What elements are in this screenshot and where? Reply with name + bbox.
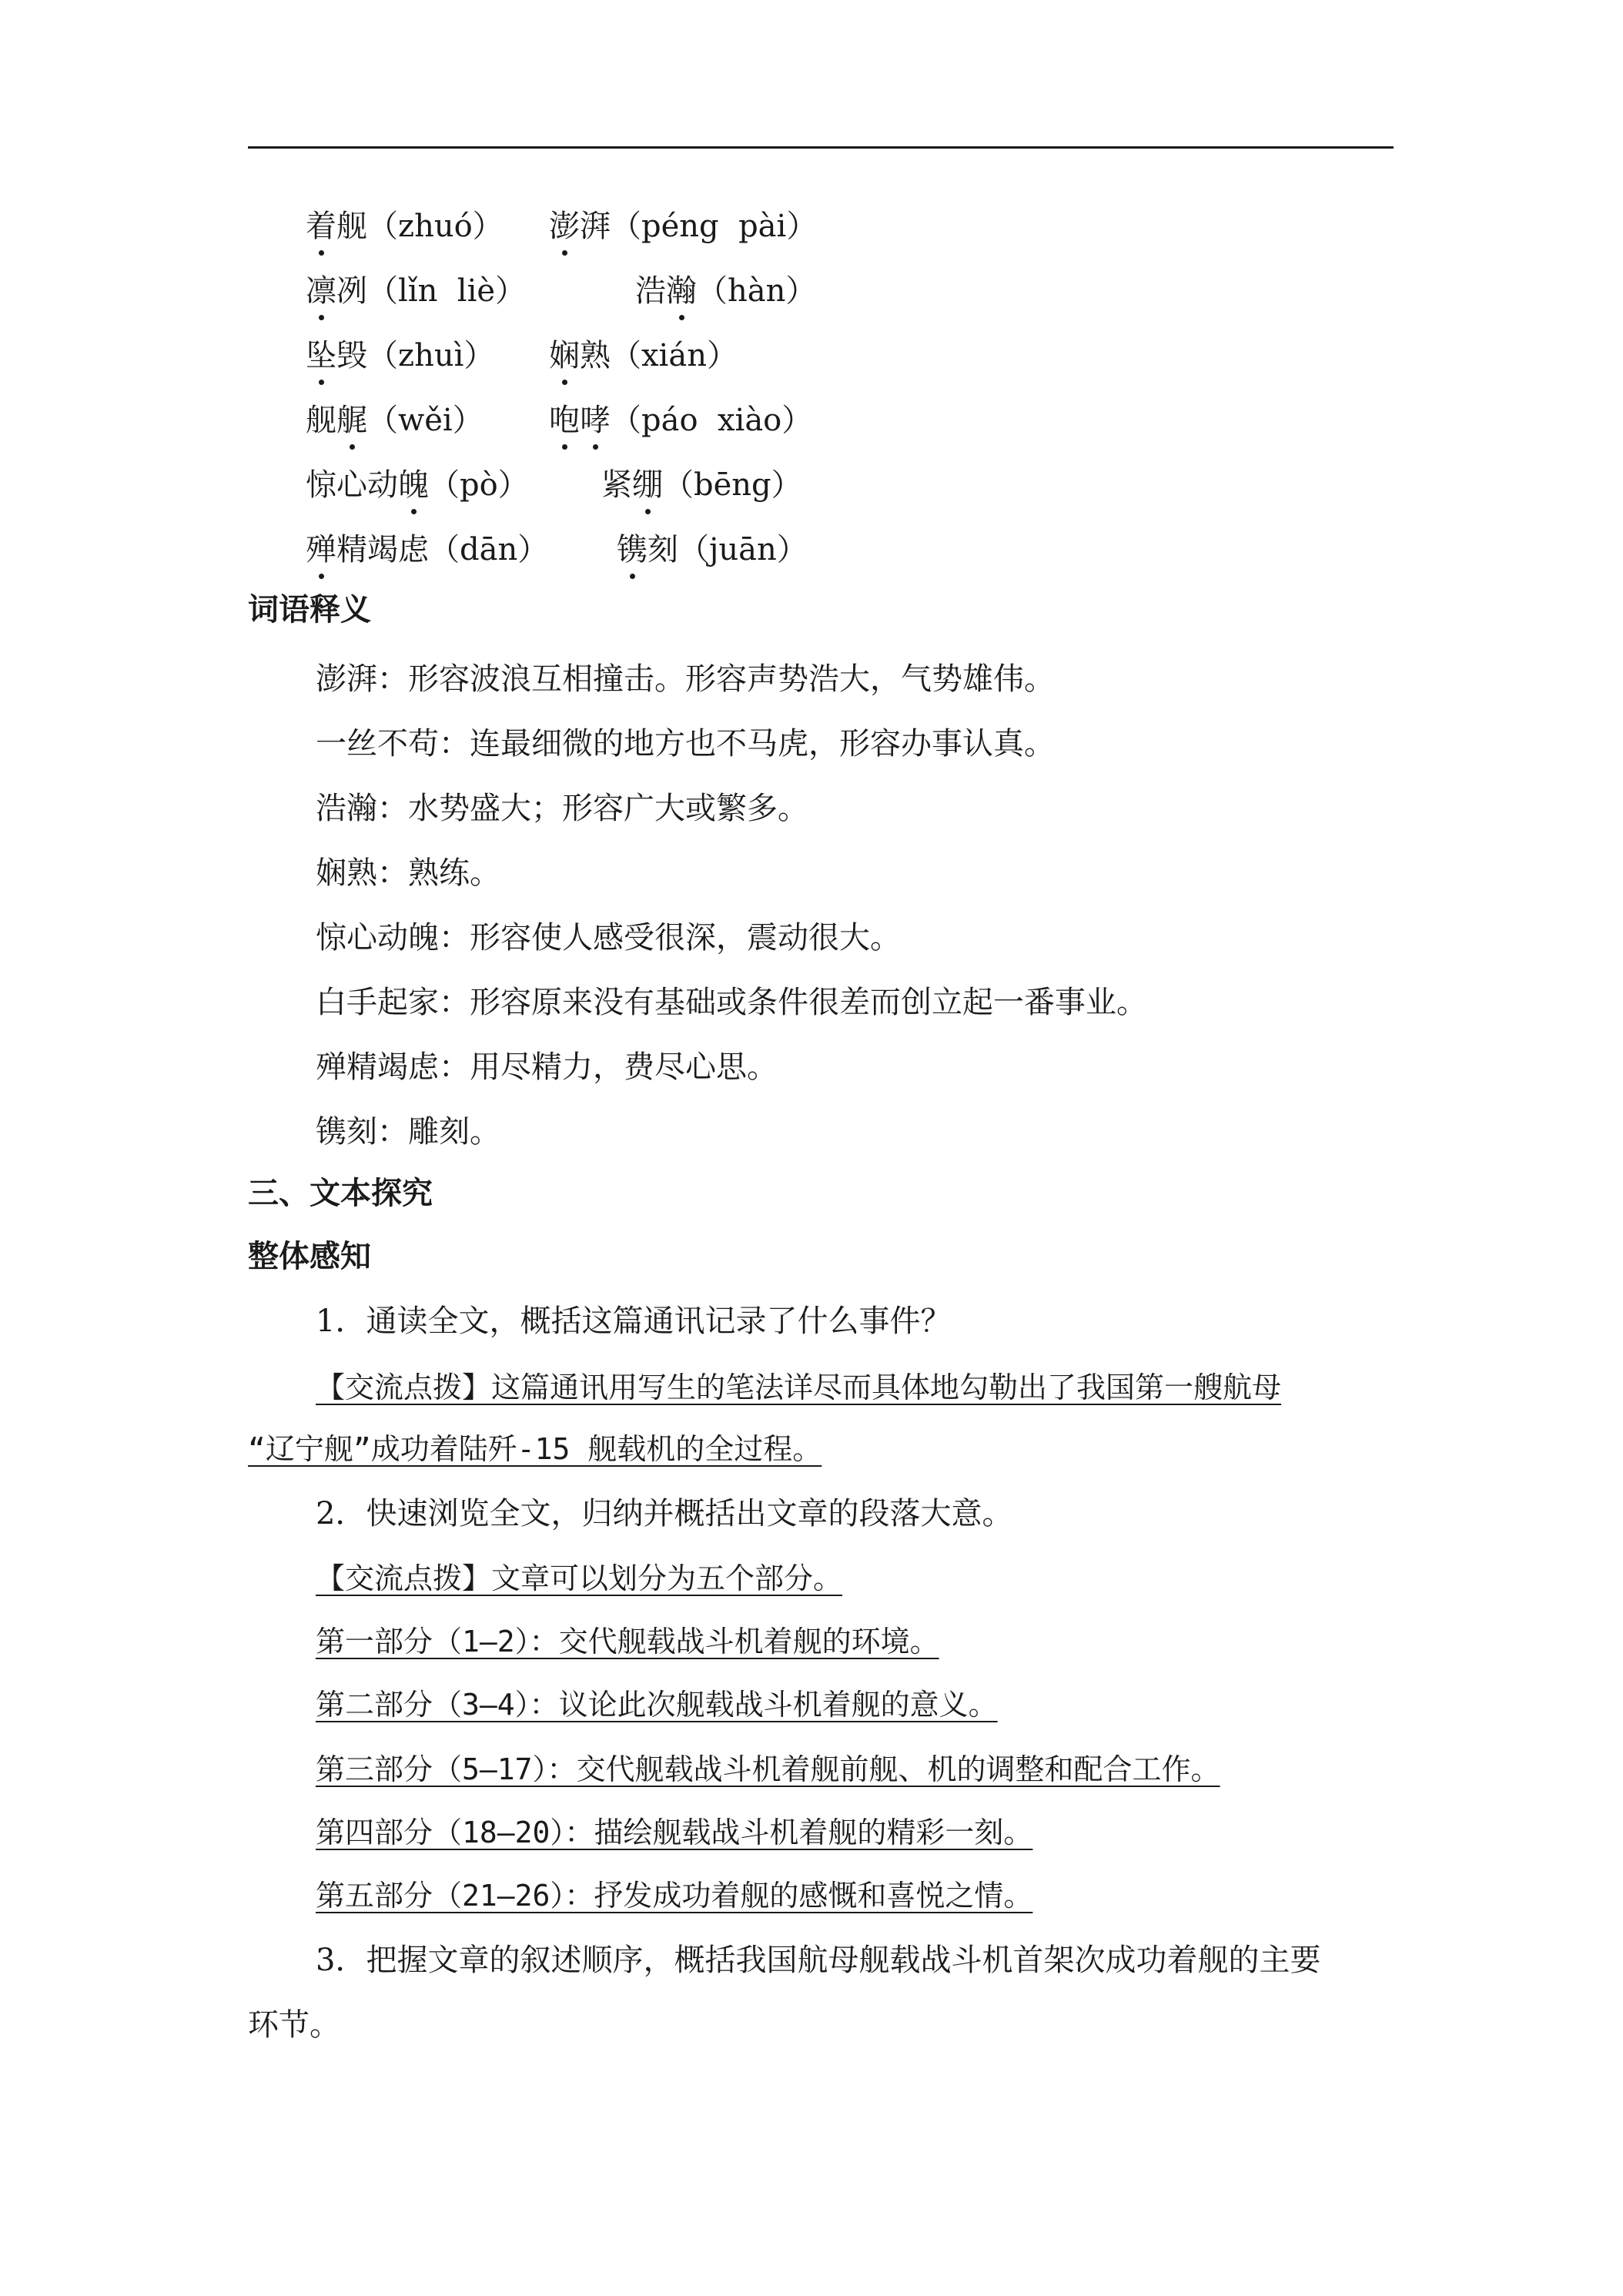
word: 咆哮 <box>549 403 611 438</box>
pinyin: （páo xiào） <box>611 403 813 438</box>
definition-6: 白手起家：形容原来没有基础或条件很差而创立起一番事业。 <box>316 985 1147 1020</box>
pinyin: （zhuó） <box>367 209 504 244</box>
pinyin: （wěi） <box>367 403 484 438</box>
pronunciation-row <box>306 530 808 570</box>
answer-text: 这篇通讯用写生的笔法详尽而具体地勾勒出了我国第一艘航母 <box>491 1371 1282 1404</box>
pronunciation-entry <box>306 403 484 438</box>
pronunciation-entry <box>549 206 817 246</box>
pinyin: （xián） <box>611 338 738 373</box>
pinyin: （péng pài） <box>611 209 818 244</box>
pinyin: （dān） <box>429 532 549 567</box>
question-2: 2．快速浏览全文，归纳并概括出文章的段落大意。 <box>316 1496 1013 1531</box>
pronunciation-entry <box>306 209 504 244</box>
pinyin: （zhuì） <box>367 338 495 373</box>
pronunciation-entry <box>306 338 494 373</box>
question-3-line-1: 3．把握文章的叙述顺序，概括我国航母舰载战斗机首架次成功着舰的主要 <box>316 1943 1321 1978</box>
question-1: 1．通读全文，概括这篇通讯记录了什么事件？ <box>316 1304 952 1339</box>
pronunciation-row <box>306 465 802 505</box>
word: 惊心动魄 <box>306 467 429 503</box>
word: 凛冽 <box>306 273 367 309</box>
pronunciation-entry <box>306 273 526 309</box>
pronunciation-entry <box>306 532 548 567</box>
pronunciation-entry <box>306 467 529 503</box>
part-4: 第四部分（18—20）：描绘舰载战斗机着舰的精彩一刻。 <box>316 1816 1033 1849</box>
pinyin: （lǐn liè） <box>367 273 527 309</box>
word: 舰艉 <box>306 403 367 438</box>
word: 坠毁 <box>306 338 367 373</box>
pronunciation-entry <box>601 465 802 505</box>
word: 紧绷 <box>601 467 663 503</box>
part-2: 第二部分（3—4）：议论此次舰载战斗机着舰的意义。 <box>316 1688 998 1722</box>
pronunciation-entry <box>617 530 808 570</box>
pronunciation-entry <box>635 271 816 311</box>
definition-3: 浩瀚：水势盛大；形容广大或繁多。 <box>316 791 808 826</box>
word: 澎湃 <box>549 209 611 244</box>
answer-tag: 【交流点拨】 <box>316 1561 492 1595</box>
word: 镌刻 <box>617 532 678 567</box>
answer-2-intro <box>316 1558 842 1598</box>
pinyin: （hàn） <box>697 273 817 309</box>
pinyin: （juān） <box>678 532 808 567</box>
vocab-heading: 词语释义 <box>248 592 371 628</box>
answer-1-line-1 <box>316 1367 1281 1407</box>
question-3-line-2: 环节。 <box>248 2007 340 2043</box>
definition-5: 惊心动魄：形容使人感受很深，震动很大。 <box>316 920 901 956</box>
pinyin: （pò） <box>429 467 529 503</box>
definition-4: 娴熟：熟练。 <box>316 855 500 891</box>
pronunciation-entry <box>549 400 812 440</box>
word: 着舰 <box>306 209 367 244</box>
answer-tag: 【交流点拨】 <box>316 1371 492 1404</box>
pinyin: （bēng） <box>663 467 802 503</box>
definition-2: 一丝不苟：连最细微的地方也不马虎，形容办事认真。 <box>316 726 1055 761</box>
word: 殚精竭虑 <box>306 532 429 567</box>
answer-text: 文章可以划分为五个部分。 <box>491 1561 843 1595</box>
part-3: 第三部分（5—17）：交代舰载战斗机着舰前舰、机的调整和配合工作。 <box>316 1752 1220 1786</box>
pronunciation-row <box>306 400 813 440</box>
word: 浩瀚 <box>635 273 697 309</box>
sub-heading: 整体感知 <box>248 1239 371 1274</box>
section-heading: 三、文本探究 <box>248 1176 433 1211</box>
definition-1: 澎湃：形容波浪互相撞击。形容声势浩大，气势雄伟。 <box>316 661 1055 697</box>
definition-8: 镌刻：雕刻。 <box>316 1114 500 1150</box>
part-1: 第一部分（1—2）：交代舰载战斗机着舰的环境。 <box>316 1625 939 1658</box>
part-5: 第五部分（21—26）：抒发成功着舰的感慨和喜悦之情。 <box>316 1879 1033 1913</box>
definition-7: 殚精竭虑：用尽精力，费尽心思。 <box>316 1049 778 1085</box>
pronunciation-row <box>306 336 738 376</box>
pronunciation-row <box>306 206 818 246</box>
pronunciation-entry <box>549 336 738 376</box>
header-rule <box>248 146 1394 149</box>
word: 娴熟 <box>549 338 611 373</box>
answer-1-line-2: “辽宁舰”成功着陆歼-15 舰载机的全过程。 <box>248 1432 822 1466</box>
pronunciation-row <box>306 271 817 311</box>
